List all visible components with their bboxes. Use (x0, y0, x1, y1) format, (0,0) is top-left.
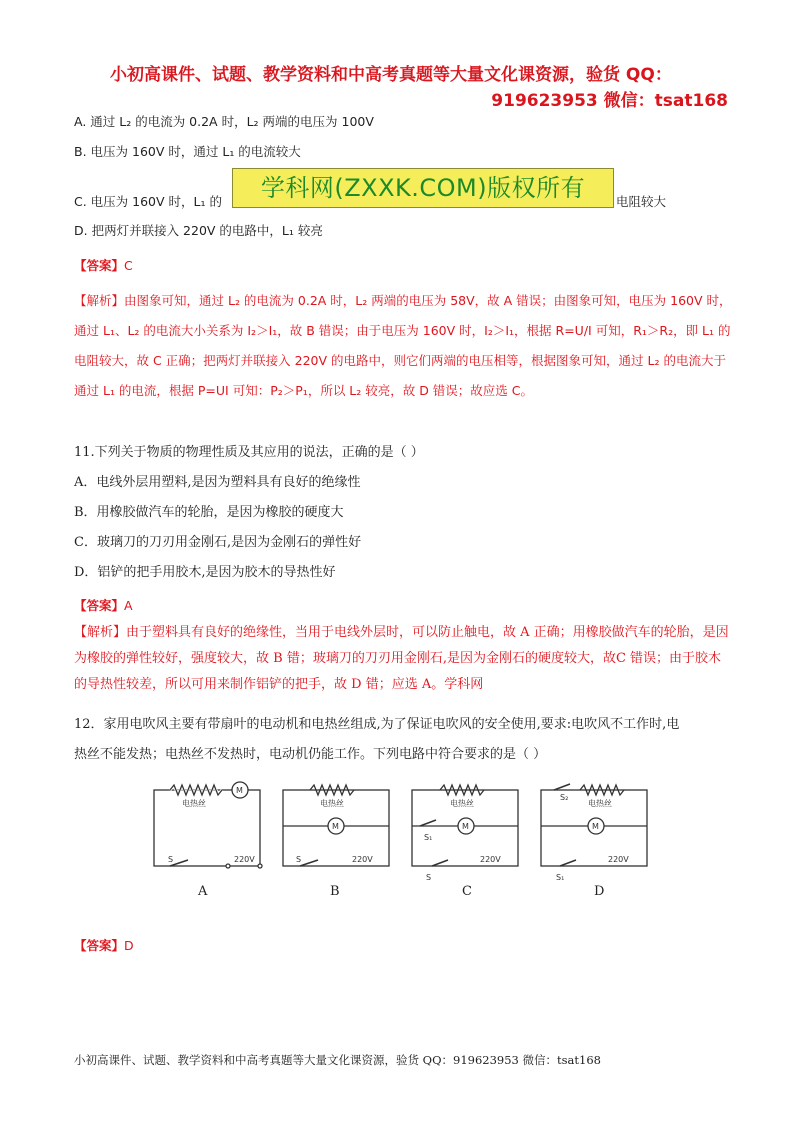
voltage-label-a: 220V (234, 855, 255, 864)
switch-label-d-s2: S₂ (560, 793, 569, 802)
q10-option-b: B. 电压为 160V 时，通过 L₁ 的电流较大 (74, 144, 301, 159)
q10-answer (74, 256, 133, 274)
heater-label-d: 电热丝 (588, 799, 612, 808)
circuit-label-d: D (594, 884, 605, 899)
circuit-label-a: A (198, 884, 208, 899)
motor-label-a: M (236, 786, 243, 795)
q10-analysis: 【解析】由图象可知，通过 L₂ 的电流为 0.2A 时，L₂ 两端的电压为 58V，故 A 错误；由图象可知，电压为 160V 时，通过 L₁、L₂ 的电流大小关系为 I₂＞I₁，故 B 错误；由于电压为 160V 时，I₂＞I₁，根据 R=U/I 可知，R₁＞R₂，即 L₁ 的电阻较大，故 C 正确；把两灯并联接入 220V 的电路中，则它们两端的电压相等，根据图象可知，通过 L₂ 的电流大于通过 L₁ 的电流，根据 P=UI 可知：P₂＞P₁，所以 L₂ 较亮，故 D 错误；故应选 C。 (74, 293, 732, 398)
answer-value: C (124, 258, 133, 273)
q11-option-c: C．玻璃刀的刀刃用金刚石,是因为金刚石的弹性好 (74, 535, 362, 550)
heater-label-b: 电热丝 (320, 799, 344, 808)
answer-value: A (124, 598, 133, 613)
motor-label-b: M (332, 822, 339, 831)
motor-label-c: M (462, 822, 469, 831)
promo-header (110, 62, 730, 114)
copyright-watermark: 学科网(ZXXK.COM)版权所有 (232, 168, 614, 208)
heater-label-a: 电热丝 (182, 799, 206, 808)
q11-stem: 11.下列关于物质的物理性质及其应用的说法，正确的是（ ） (74, 445, 424, 460)
q11-option-d: D．铝铲的把手用胶木,是因为胶木的导热性好 (74, 565, 336, 580)
voltage-label-b: 220V (352, 855, 373, 864)
answer-tag: 【答案】 (74, 258, 125, 273)
q12-stem-line1: 12．家用电吹风主要有带扇叶的电动机和电热丝组成,为了保证电吹风的安全使用,要求:电吹风不工作时,电 (74, 717, 680, 732)
circuit-label-b: B (330, 884, 340, 899)
q10-option-c: C. 电压为 160V 时，L₁ 的 (74, 194, 222, 209)
motor-label-d: M (592, 822, 599, 831)
voltage-label-c: 220V (480, 855, 501, 864)
switch-label-a: S (168, 855, 174, 864)
promo-footer: 小初高课件、试题、教学资料和中高考真题等大量文化课资源，验货 QQ：919623953 微信：tsat168 (74, 1053, 601, 1067)
promo-header-line2: 919623953 微信：tsat168 (491, 91, 728, 111)
q11-answer (74, 596, 133, 614)
heater-label-c: 电热丝 (450, 799, 474, 808)
switch-label-b: S (296, 855, 302, 864)
answer-value: D (124, 938, 134, 953)
q10-option-d: D. 把两灯并联接入 220V 的电路中，L₁ 较亮 (74, 223, 323, 238)
q11-option-a: A．电线外层用塑料,是因为塑料具有良好的绝缘性 (74, 475, 361, 490)
q11-option-b: B．用橡胶做汽车的轮胎，是因为橡胶的硬度大 (74, 505, 344, 520)
q10-option-a: A. 通过 L₂ 的电流为 0.2A 时，L₂ 两端的电压为 100V (74, 114, 374, 129)
promo-header-line1: 小初高课件、试题、教学资料和中高考真题等大量文化课资源，验货 QQ： (110, 65, 672, 85)
q11-analysis: 【解析】由于塑料具有良好的绝缘性，当用于电线外层时，可以防止触电，故 A 正确；用橡胶做汽车的轮胎，是因为橡胶的弹性较好，强度较大，故 B 错；玻璃刀的刀刃用金刚石,是因为金刚石的硬度较大，故C 错误；由于胶木的导热性较差，所以可用来制作铝铲的把手，故 D 错；应选 A。学科网 (74, 625, 729, 692)
answer-tag: 【答案】 (74, 598, 125, 613)
answer-tag: 【答案】 (74, 938, 125, 953)
switch-label-d-s1: S₁ (556, 873, 565, 882)
voltage-label-d: 220V (608, 855, 629, 864)
switch-label-c-s: S (426, 873, 432, 882)
switch-label-c-s1: S₁ (424, 833, 433, 842)
q12-stem-line2: 热丝不能发热；电热丝不发热时，电动机仍能工作。下列电路中符合要求的是（ ） (74, 747, 547, 762)
q10-option-c-tail: 电阻较大 (616, 194, 667, 209)
circuit-label-c: C (462, 884, 472, 899)
q12-answer (74, 936, 134, 954)
